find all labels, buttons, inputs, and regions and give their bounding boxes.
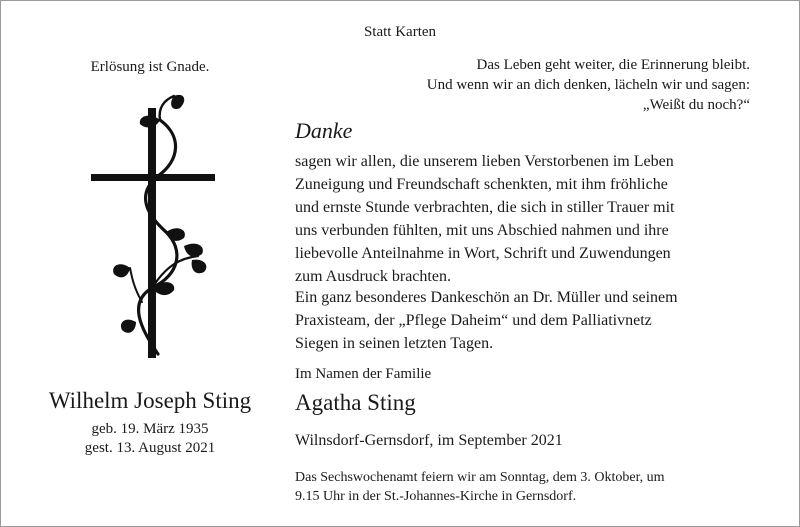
service-notice — [295, 468, 740, 506]
birth-date: geb. 19. März 1935 — [91, 421, 209, 437]
service-line: 9.15 Uhr in der St.-Johannes-Kirche in Gernsdorf. — [295, 489, 577, 504]
service-line: Das Sechswochenamt feiern wir am Sonntag, dem 3. Oktober, um — [295, 470, 665, 485]
memorial-quote — [310, 55, 750, 115]
paragraph-line: Siegen in seinen letzten Tagen. — [295, 335, 494, 352]
life-dates — [40, 420, 260, 458]
motto: Erlösung ist Gnade. — [90, 59, 210, 75]
family-name: Agatha Sting — [295, 390, 416, 415]
thanks-paragraph — [295, 150, 740, 288]
cross-with-vine-icon — [88, 90, 218, 365]
deceased-name: Wilhelm Joseph Sting — [48, 388, 252, 413]
death-date: gest. 13. August 2021 — [84, 440, 216, 456]
special-thanks-paragraph — [295, 286, 740, 355]
paragraph-line: Zuneigung und Freundschaft schenkten, mit ihm fröhliche — [295, 176, 668, 193]
paragraph-line: Ein ganz besonderes Dankeschön an Dr. Müller und seinem — [295, 289, 678, 306]
paragraph-line: liebevolle Anteilnahme in Wort, Schrift und Zuwendungen — [295, 245, 671, 262]
paragraph-line: zum Ausdruck brachten. — [295, 268, 451, 285]
paragraph-line: uns verbunden fühlten, mit uns Abschied nahmen und ihre — [295, 222, 669, 239]
quote-line: Das Leben geht weiter, die Erinnerung bleibt. — [476, 57, 750, 73]
paragraph-line: und ernste Stunde verbrachten, die sich in stiller Trauer mit — [295, 199, 675, 216]
thanks-heading: Danke — [295, 118, 353, 143]
paragraph-line: Praxisteam, der „Pflege Daheim“ und dem Palliativnetz — [295, 312, 652, 329]
place-date: Wilnsdorf-Gernsdorf, im September 2021 — [295, 432, 563, 449]
signoff: Im Namen der Familie — [295, 366, 432, 382]
header-title: Statt Karten — [363, 24, 437, 40]
paragraph-line: sagen wir allen, die unserem lieben Verstorbenen im Leben — [295, 153, 674, 170]
quote-line: Und wenn wir an dich denken, lächeln wir und sagen: — [426, 77, 750, 93]
quote-line: „Weißt du noch?“ — [642, 97, 750, 113]
